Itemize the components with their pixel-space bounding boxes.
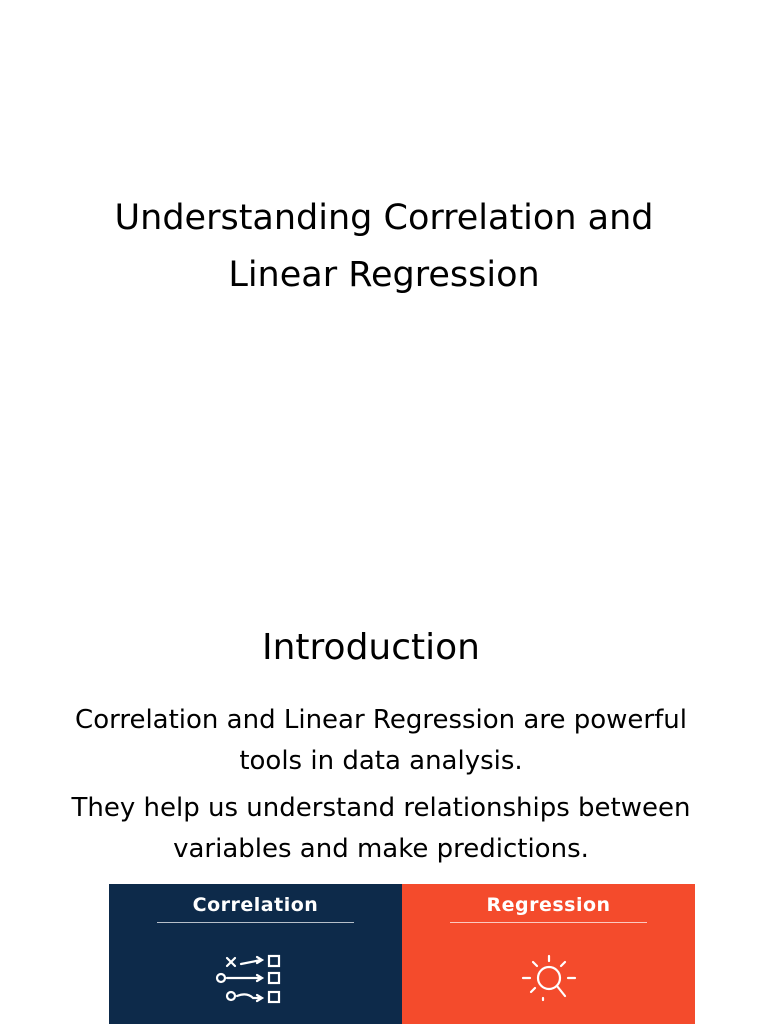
correlation-label: Correlation (192, 894, 319, 916)
correlation-regression-banner (109, 884, 695, 1024)
regression-divider (450, 922, 647, 923)
intro-paragraph-1: Correlation and Linear Regression are powerful tools in data analysis. (75, 705, 687, 776)
correlation-panel (109, 884, 402, 1024)
magnifier-bulb-icon (509, 954, 589, 1006)
slide-title (0, 190, 768, 304)
intro-body (40, 700, 722, 876)
regression-label: Regression (486, 894, 611, 916)
correlation-divider (157, 922, 354, 923)
slide-title-line-1: Understanding Correlation and (114, 198, 654, 238)
arrows-to-boxes-icon (211, 954, 301, 1006)
slide-title-line-2: Linear Regression (228, 255, 540, 295)
intro-heading: Introduction (261, 627, 480, 668)
regression-panel (402, 884, 695, 1024)
intro-paragraph-2: They help us understand relationships between variables and make predictions. (71, 793, 691, 864)
